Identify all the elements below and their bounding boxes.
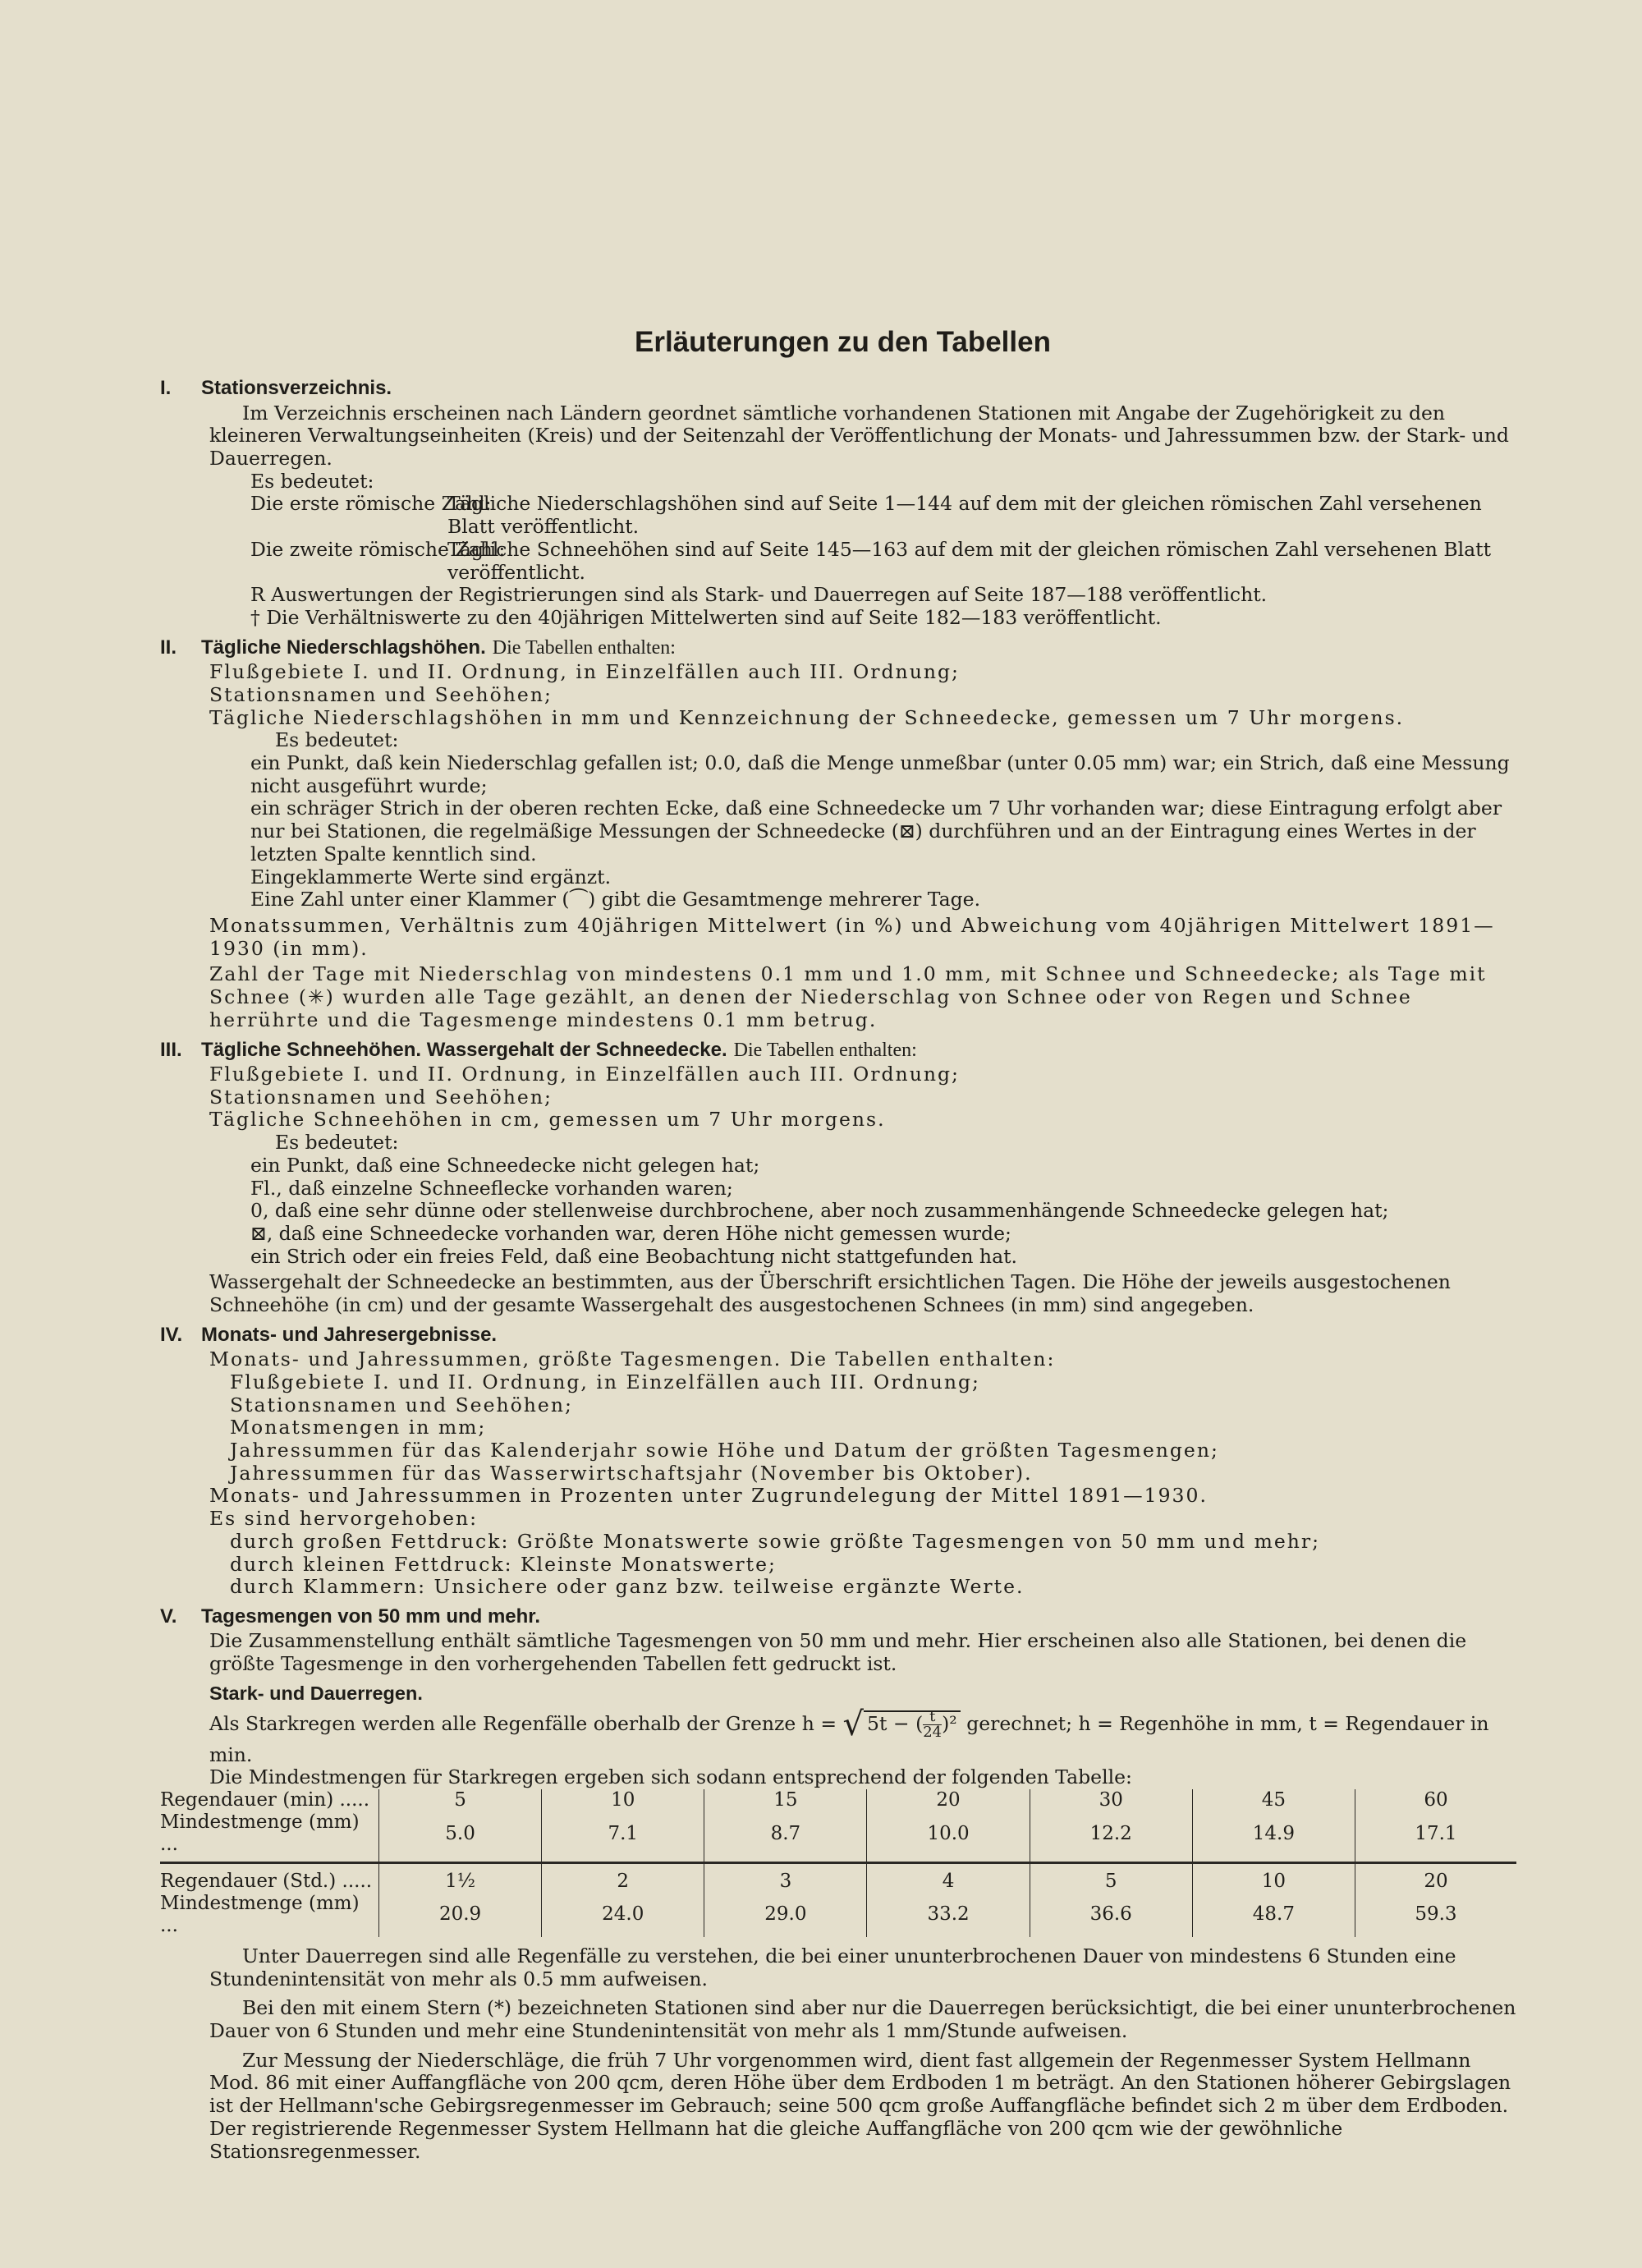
list-item: Monatsmengen in mm; [230,1416,487,1439]
table-cell: 5 [1030,1862,1192,1893]
row-label: Regendauer (Std.) ..... [160,1870,373,1892]
meaning-item: ein Punkt, daß kein Niederschlag gefallen ist; 0.0, daß die Menge unmeßbar (unter 0.05 mm) war; ein Strich, daß eine Messung nicht ausgeführt wurde; [250,751,1510,797]
formula-radicand: 5t − ( $\frac{t}{24}$ )² [864,1710,961,1735]
days-count-note: Zahl der Tage mit Niederschlag von mindestens 0.1 mm und 1.0 mm, mit Schnee und Schneedecke; als Tage mit Schnee (✳) wurden alle Tage gezählt, an denen der Niederschlag von Schnee oder von Regen und Schnee herrührte und die Tagesmenge mindestens 0.1 mm betrug. [209,962,1487,1031]
section-5-body [160,1629,1525,2163]
meaning-item: ein Strich oder ein freies Feld, daß eine Beobachtung nicht stattgefunden hat. [250,1244,1017,1268]
continuous-rain-note: Unter Dauerregen sind alle Regenfälle zu verstehen, die bei einer ununterbrochenen Dauer von mindestens 6 Stunden eine Stundenintensität von mehr als 0.5 mm aufweisen. [209,1944,1456,1990]
table-cell: 12.2 [1030,1811,1192,1862]
section-3-heading [160,1039,1525,1062]
list-item: Tägliche Schneehöhen in cm, gemessen um 7 Uhr morgens. [209,1108,886,1132]
table-cell: 30 [1030,1789,1192,1811]
monthly-sums-note: Monatssummen, Verhältnis zum 40jährigen Mittelwert (in %) und Abweichung vom 40jährigen Mittelwert 1891—1930 (in mm). [209,914,1495,960]
section-3-number: III. [160,1038,182,1061]
meaning-item: Fl., daß einzelne Schneeflecke vorhanden waren; [250,1176,733,1200]
section-4-title: Monats- und Jahresergebnisse. [201,1323,498,1346]
section-1-paragraph: Im Verzeichnis erscheinen nach Ländern geordnet sämtliche vorhandenen Stationen mit Angabe der Zugehörigkeit zu den kleineren Verwaltungseinheiten (Kreis) und der Seitenzahl der Veröffentlichung der Monats- und Jahressummen bzw. der Stark- und Dauerregen. [209,401,1509,471]
table-cell: 14.9 [1192,1811,1355,1862]
section-1-heading [160,377,1525,400]
section-1-es-bedeutet: Es bedeutet: [250,469,374,493]
table-cell: 5.0 [379,1811,542,1862]
section-1-number: I. [160,377,172,400]
table-cell: 10 [1192,1862,1355,1893]
table-cell: 20.9 [379,1893,542,1937]
fraction-numerator: t [923,1710,942,1725]
table-cell: 33.2 [867,1893,1030,1937]
table-intro: Die Mindestmengen für Starkregen ergeben sich sodann entsprechend der folgenden Tabelle: [209,1765,1132,1789]
section-5-title: Tagesmengen von 50 mm und mehr. [201,1605,540,1628]
table-cell: 45 [1192,1789,1355,1811]
table-row [160,1862,1516,1893]
registration-note: R Auswertungen der Registrierungen sind als Stark- und Dauerregen auf Seite 187—188 veröffentlicht. [250,583,1268,607]
table-cell: 20 [1355,1862,1516,1893]
section-2-body [209,661,1525,1032]
section-5-heading [160,1605,1525,1628]
water-content-note: Wassergehalt der Schneedecke an bestimmten, aus der Überschrift ersichtlichen Tagen. Die Höhe der jeweils ausgestochenen Schneehöhe (in cm) und der gesamte Wassergehalt des ausgestochenen Schnees (in mm) sind angegeben. [209,1270,1451,1317]
star-stations-note: Bei den mit einem Stern (*) bezeichneten Stationen sind aber nur die Dauerregen berücksichtigt, die bei einer ununterbrochenen Dauer von 6 Stunden und mehr eine Stundenintensität von mehr als 1 mm/Stunde aufweisen. [209,1996,1516,2043]
list-item: durch kleinen Fettdruck: Kleinste Monatswerte; [230,1552,777,1576]
table-cell: 48.7 [1192,1893,1355,1937]
list-item: durch großen Fettdruck: Größte Monatswerte sowie größte Tagesmengen von 50 mm und mehr; [230,1529,1321,1553]
heavy-rain-subheading: Stark- und Dauerregen. [209,1682,423,1704]
formula-5t: 5t − [867,1711,910,1735]
list-item: Monats- und Jahressummen in Prozenten unter Zugrundelegung der Mittel 1891—1930. [209,1484,1208,1508]
section-2-heading [160,636,1525,659]
table-cell: 1½ [379,1862,542,1893]
section-2-title: Tägliche Niederschlagshöhen. [201,636,486,659]
list-item: Es sind hervorgehoben: [209,1507,479,1531]
section-1-body [209,402,1525,630]
section-2-number: II. [160,636,177,659]
minimum-amounts-table [160,1789,1516,1937]
table-row [160,1811,1516,1862]
list-item: Tägliche Niederschlagshöhen in mm und Kennzeichnung der Schneedecke, gemessen um 7 Uhr morgens. [209,705,1405,729]
table-cell: 15 [704,1789,867,1811]
section-4-heading [160,1324,1525,1347]
section-5-paragraph: Die Zusammenstellung enthält sämtliche Tagesmengen von 50 mm und mehr. Hier erscheinen also alle Stationen, bei denen die größte Tagesmenge in den vorhergehenden Tabellen fett gedruckt ist. [209,1629,1467,1676]
table-cell: 36.6 [1030,1893,1192,1937]
meaning-item: ⊠, daß eine Schneedecke vorhanden war, deren Höhe nicht gemessen wurde; [250,1221,1011,1245]
row-label: Regendauer (min) ..... [160,1789,370,1811]
meaning-item: 0, daß eine sehr dünne oder stellenweise durchbrochene, aber noch zusammenhängende Schneedecke gelegen hat; [250,1199,1389,1223]
row-label: Mindestmenge (mm) ... [160,1892,360,1936]
table-cell: 10 [542,1789,704,1811]
meaning-item: ein Punkt, daß eine Schneedecke nicht gelegen hat; [250,1153,760,1177]
page-title: Erläuterungen zu den Tabellen [635,326,1051,358]
section-2-tail: Die Tabellen enthalten: [492,636,676,659]
definition-first-number [250,493,1525,538]
meaning-item: Eine Zahl unter einer Klammer (⏜) gibt die Gesamtmenge mehrerer Tage. [250,888,981,911]
definition-text: Tägliche Schneehöhen sind auf Seite 145—163 auf dem mit der gleichen römischen Zahl versehenen Blatt veröffentlicht. [447,537,1492,584]
section-3-body [209,1063,1525,1317]
row-label: Mindestmenge (mm) ... [160,1811,379,1862]
formula-fraction [923,1707,943,1741]
definition-label: Die erste römische Zahl: [250,492,492,516]
definition-label: Die zweite römische Zahl: [250,537,506,561]
section-3-tail: Die Tabellen enthalten: [733,1039,917,1061]
formula-prefix: Als Starkregen werden alle Regenfälle oberhalb der Grenze h = [209,1711,837,1735]
list-item: Flußgebiete I. und II. Ordnung, in Einzelfällen auch III. Ordnung; [230,1370,980,1393]
fraction-denominator: 24 [923,1723,943,1741]
section-4-number: IV. [160,1323,183,1346]
table-row [160,1789,1516,1811]
table-cell: 2 [542,1862,704,1893]
table-cell: 10.0 [867,1811,1030,1862]
list-item: Stationsnamen und Seehöhen; [209,682,553,706]
section-4-body [209,1348,1525,1599]
definition-text: Tägliche Niederschlagshöhen sind auf Seite 1—144 auf dem mit der gleichen römischen Zahl versehenen Blatt veröffentlicht. [447,492,1482,539]
meaning-item: ein schräger Strich in der oberen rechten Ecke, daß eine Schneedecke um 7 Uhr vorhanden war; diese Eintragung erfolgt aber nur bei Stationen, die regelmäßige Messungen der Schneedecke (⊠) durchführen und an der Eintragung eines Wertes in der letzten Spalte kenntlich sind. [250,797,1502,865]
section-1-title: Stationsverzeichnis. [201,377,392,400]
formula-line [209,1706,1525,1767]
table-cell: 17.1 [1355,1811,1516,1862]
table-row [160,1893,1516,1937]
table-cell: 3 [704,1862,867,1893]
table-cell: 59.3 [1355,1893,1516,1937]
sqrt-icon: √ [842,1705,865,1743]
formula-suffix: gerechnet; h = Regenhöhe in mm, t = Regendauer in min. [209,1711,1489,1766]
list-item: Stationsnamen und Seehöhen; [209,1085,553,1109]
section-2-es-bedeutet: Es bedeutet: [275,728,399,752]
table-cell: 60 [1355,1789,1516,1811]
list-item: Flußgebiete I. und II. Ordnung, in Einzelfällen auch III. Ordnung; [209,1062,960,1086]
section-3-es-bedeutet: Es bedeutet: [275,1131,399,1155]
list-item: Monats- und Jahressummen, größte Tagesmengen. Die Tabellen enthalten: [209,1347,1056,1371]
list-item: durch Klammern: Unsichere oder ganz bzw. teilweise ergänzte Werte. [230,1575,1025,1599]
measurement-note: Zur Messung der Niederschläge, die früh 7 Uhr vorgenommen wird, dient fast allgemein der Regenmesser System Hellmann Mod. 86 mit einer Auffangfläche von 200 qcm, deren Höhe über dem Erdboden 1 m beträgt. An den Stationen höherer Gebirgslagen ist der Hellmann'sche Gebirgsregenmesser im Gebrauch; seine 500 qcm große Auffangfläche befindet sich 2 m über dem Erdboden. Der registrierende Regenmesser System Hellmann hat die gleiche Auffangfläche von 200 qcm wie der gewöhnliche Stationsregenmesser. [209,2048,1511,2163]
list-item: Jahressummen für das Wasserwirtschaftsjahr (November bis Oktober). [230,1461,1033,1485]
section-5-number: V. [160,1605,177,1628]
section-3-title: Tägliche Schneehöhen. Wassergehalt der Schneedecke. [201,1038,727,1061]
table-cell: 8.7 [704,1811,867,1862]
table-cell: 20 [867,1789,1030,1811]
table-cell: 29.0 [704,1893,867,1937]
table-body [160,1789,1516,1937]
table-cell: 7.1 [542,1811,704,1862]
table-cell: 24.0 [542,1893,704,1937]
list-item: Stationsnamen und Seehöhen; [230,1393,573,1416]
list-item: Jahressummen für das Kalenderjahr sowie Höhe und Datum der größten Tagesmengen; [230,1439,1219,1462]
meaning-item: Eingeklammerte Werte sind ergänzt. [250,865,612,888]
table-cell: 5 [379,1789,542,1811]
dagger-note: † Die Verhältniswerte zu den 40jährigen Mittelwerten sind auf Seite 182—183 veröffentlicht. [250,606,1162,630]
table-cell: 4 [867,1862,1030,1893]
definition-second-number [250,539,1525,584]
list-item: Flußgebiete I. und II. Ordnung, in Einzelfällen auch III. Ordnung; [209,660,960,684]
